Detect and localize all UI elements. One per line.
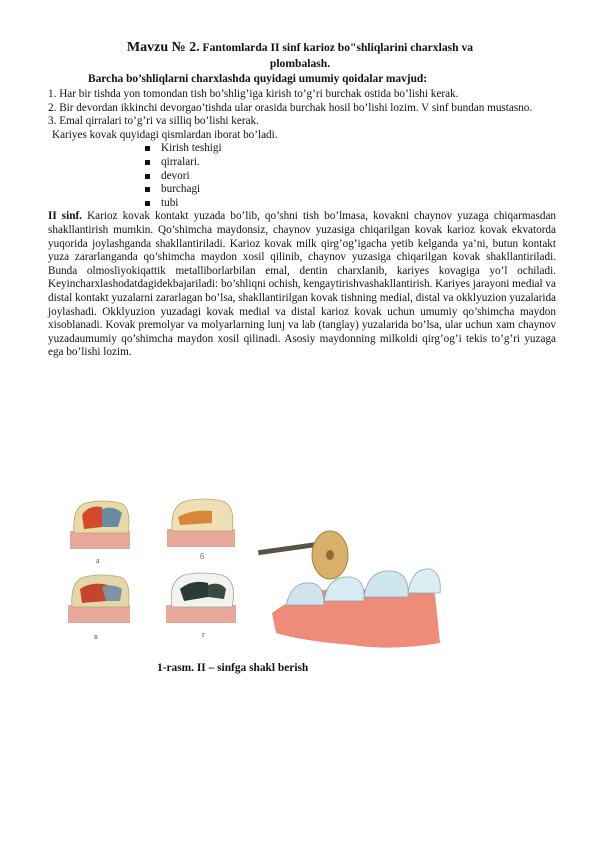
list-item: devori [48,170,556,184]
bullet-icon [145,174,150,179]
tooth-preparation-figure [62,493,442,653]
document-body [48,88,556,360]
bullet-icon [145,160,150,165]
dental-arch-model [258,531,440,648]
rule-2: 2. Bir devordan ikkinchi devorgao’tishda ular orasida burchak hosil bo’lishi lozim. V sinf bundan mustasno. [48,101,533,114]
rule-1: 1. Har bir tishda yon tomondan tish bo’shlig’iga kirish to’g’ri burchak ostida bo’lishi kerak. [48,88,459,100]
rules-heading: Barcha bo’shliqlarni charxlashda quyidagi umumiy qoidalar mavjud: [88,73,428,85]
parts-intro: Kariyes kovak quyidagi qismlardan iborat bo’ladi. [52,128,278,141]
title-line1: Fantomlarda II sinf karioz bo"shliqlarini charxlash va [202,41,474,54]
title-number: Mavzu № 2. [126,40,200,55]
figure-caption: 1-rasm. II – sinfga shakl berish [157,662,309,674]
tooth-model-b [167,499,235,547]
figure-label-b: б [200,552,205,561]
list-item: qirralari. [48,156,556,170]
class2-paragraph [48,210,556,360]
page-title [40,40,560,71]
title-line2: plombalash. [269,57,331,70]
bullet-icon [145,187,150,192]
figure-label-a: а [96,556,100,565]
figure-label-c: в [94,632,98,641]
tooth-model-a [70,501,130,549]
bullet-icon [145,146,150,151]
tooth-model-c [68,575,130,623]
class2-text: Karioz kovak kontakt yuzada bo’lib, qo’shni tish bo’lmasa, kovakni chaynov yuzaga chiqarmasdan shakllantirish mumkin. Qo’shimcha maydonsiz, chaynov yuzasiga chiqarilgan kovak karioz kovak ekvatorda yuqorida joylashganda shakllantiriladi. Karioz kovak milk qirg’og’igacha yetib kelganda ya’ni, butun kontakt yuza zararlanganda qo’shimcha maydon xosil qilinib, chaynov yuzasiga chiqarilgan kovak shakllantiriladi. Bunda olmosliyokiqattik metalliborlarbilan emal, dentin charxlanib, kariyes kovagiga yo’l ochiladi. Keyincharxlashodatdagidekbajariladi: bo’shliqni ochish, kengaytirishvashakllantirish. Kariyes jarayoni medial va distal kontakt yuzalarni zararlagan bo’lsa, shakllantirilgan kovak tishning medial, distal va okklyuzion yuzalarida joylashadi. Okklyuzion yuzadagi kovak medial va distal karioz kovak uchun umumiy qo’shimcha maydon xisoblanadi. Kovak premolyar va molyarlarning lunj va lab (tanglay) yuzalarida bo’lsa, ular uchun xam chaynov yuzadaumumiy qo’shimcha maydon xosil qilinadi. Asosiy maydonning milkoldi qirg’og’i tekis to’g’ri yuzaga ega bo’lishi lozim. [48,210,556,359]
tooth-model-d [166,573,236,623]
list-item: tubi [48,197,556,211]
list-item: Kirish teshigi [48,142,556,156]
class2-lead: II sinf. [48,210,82,223]
bullet-icon [145,201,150,206]
parts-list [48,142,556,210]
figure-label-d: г [202,630,206,639]
list-item: burchagi [48,183,556,197]
rule-3: 3. Emal qirralari to’g’ri va silliq bo’lishi kerak. [48,115,259,128]
